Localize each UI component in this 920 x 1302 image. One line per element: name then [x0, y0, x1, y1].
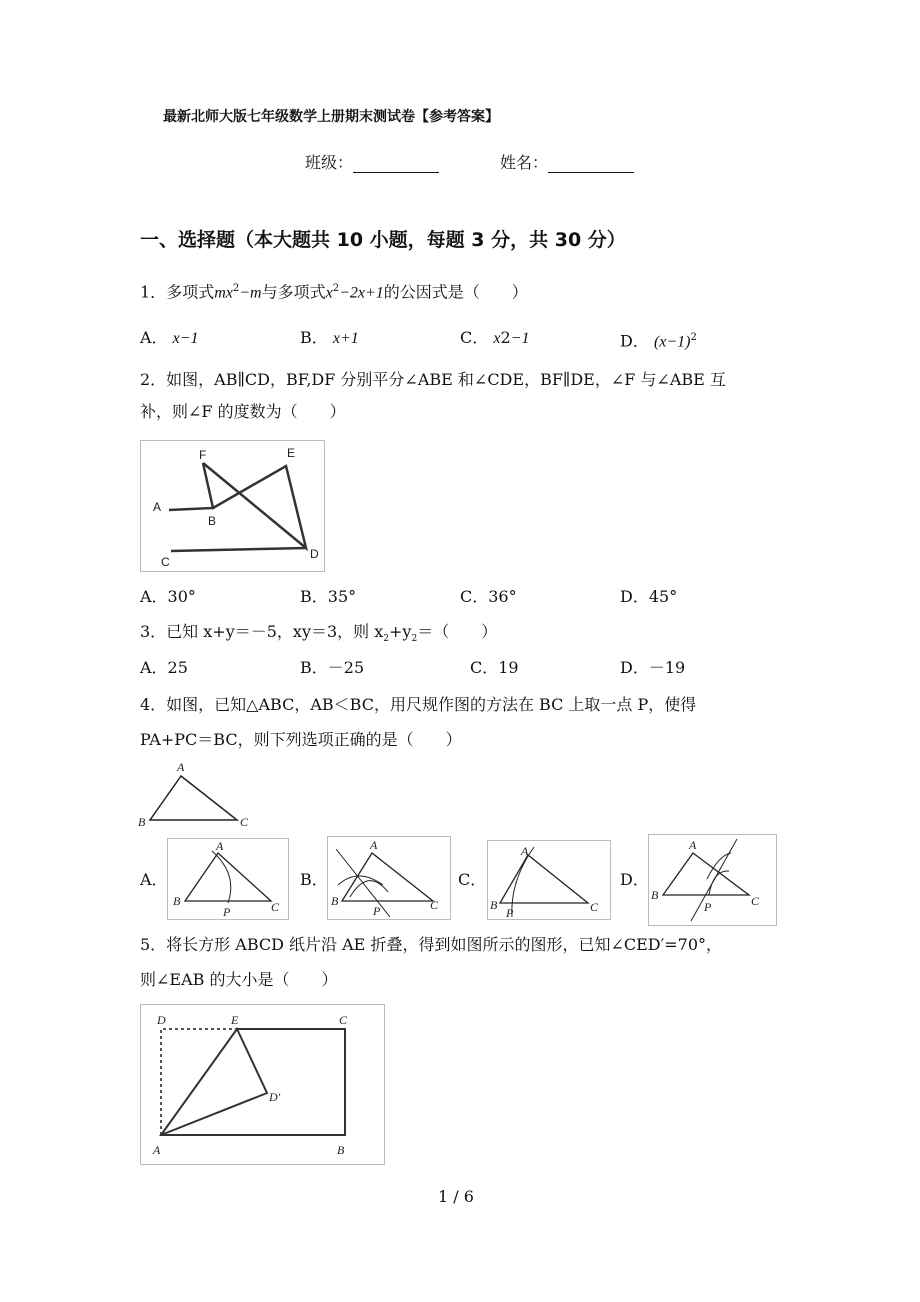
math-expr: −2x+1 [339, 284, 384, 302]
label-e: E [287, 446, 296, 460]
label-c: C [339, 1013, 348, 1027]
q1-option-a[interactable] [140, 328, 199, 349]
question-3 [140, 622, 497, 649]
label-b: B [331, 894, 339, 908]
q-text: ＝（ ） [417, 622, 498, 641]
q-text: +y [389, 622, 412, 641]
label-c: C [240, 815, 249, 829]
q2-option-d[interactable]: D．45° [620, 587, 678, 606]
class-label: 班级： [305, 153, 354, 172]
question-2-line-2: 补，则∠F 的度数为（ ） [140, 402, 346, 421]
label-f: F [199, 448, 207, 462]
label-p: P [223, 905, 231, 919]
q-text: 与多项式 [261, 282, 326, 302]
subscript: 2 [411, 634, 418, 645]
class-field [305, 153, 439, 173]
label-e: E [231, 1013, 239, 1027]
option-letter: C． [460, 328, 489, 347]
subscript: 2 [383, 634, 390, 645]
label-a: A [370, 838, 378, 852]
exponent: 2 [332, 283, 340, 294]
label-a: A [521, 844, 529, 858]
q2-figure [140, 440, 325, 572]
label-a: A [153, 1143, 161, 1157]
q-text: 多项式 [166, 282, 215, 302]
label-p: P [373, 904, 381, 918]
q4-option-d-figure[interactable] [648, 834, 777, 926]
name-label: 姓名： [500, 153, 549, 172]
q1-option-b[interactable] [300, 328, 359, 349]
question-1 [140, 279, 528, 303]
q4-option-b-figure[interactable] [327, 836, 451, 920]
option-letter: A． [140, 328, 168, 347]
label-a: A [177, 760, 185, 774]
label-b: B [208, 514, 217, 528]
option-text: x+1 [332, 330, 359, 347]
q3-option-a[interactable]: A．25 [140, 658, 188, 677]
q5-figure [140, 1004, 385, 1165]
label-a: A [153, 500, 162, 514]
option-text: −1 [510, 330, 530, 347]
label-b: B [138, 815, 146, 829]
document-title: 最新北师大版七年级数学上册期末测试卷【参考答案】 [163, 109, 499, 125]
math-expr: mx [214, 284, 233, 302]
q3-option-b[interactable]: B．－25 [300, 658, 365, 677]
q3-option-c[interactable]: C．19 [470, 658, 519, 677]
question-4-line-1: 4．如图，已知△ABC，AB＜BC，用尺规作图的方法在 BC 上取一点 P，使得 [140, 695, 697, 714]
exponent: 2 [690, 332, 697, 343]
q-text: 3．已知 x+y＝－5，xy＝3，则 x [140, 622, 384, 641]
exponent: 2 [232, 283, 240, 294]
q1-option-c[interactable] [460, 328, 529, 349]
option-letter: D． [620, 331, 649, 351]
label-d: D [310, 547, 319, 561]
label-p: P [506, 906, 514, 920]
label-d: D [157, 1013, 166, 1027]
class-blank [353, 156, 439, 173]
math-expr: −m [239, 284, 262, 302]
label-b: B [651, 888, 659, 902]
q3-option-d[interactable]: D．－19 [620, 658, 686, 677]
q4-option-c[interactable]: C． [458, 870, 487, 889]
question-5-line-1: 5．将长方形 ABCD 纸片沿 AE 折叠，得到如图所示的图形，已知∠CED′=70°， [140, 935, 722, 954]
q4-option-b[interactable]: B． [300, 870, 328, 889]
label-p: P [704, 900, 712, 914]
q2-option-c[interactable]: C．36° [460, 587, 517, 606]
option-text: x−1 [172, 330, 199, 347]
math-expr: x [325, 284, 333, 302]
q4-triangle-figure [135, 758, 260, 830]
q4-option-a-figure[interactable] [167, 838, 289, 920]
label-c: C [430, 898, 439, 912]
label-c: C [161, 555, 170, 569]
q-number: 1． [140, 282, 167, 302]
q4-option-c-figure[interactable] [487, 840, 611, 920]
label-c: C [590, 900, 599, 914]
q4-option-d[interactable]: D． [620, 870, 649, 889]
option-text: x [493, 330, 501, 347]
page-number: 1 / 6 [438, 1187, 474, 1206]
section-heading: 一、选择题（本大题共 10 小题，每题 3 分，共 30 分） [140, 229, 626, 251]
label-b: B [490, 898, 498, 912]
name-field [500, 153, 634, 173]
label-b: B [337, 1143, 345, 1157]
question-2-line-1: 2．如图，AB∥CD，BF,DF 分别平分∠ABE 和∠CDE，BF∥DE，∠F 与∠ABE 互 [140, 370, 726, 389]
question-5-line-2: 则∠EAB 的大小是（ ） [140, 970, 338, 989]
q1-option-d[interactable] [620, 328, 697, 352]
q2-option-a[interactable]: A．30° [140, 587, 196, 606]
name-blank [548, 156, 634, 173]
label-d-prime: D′ [269, 1090, 281, 1104]
label-c: C [751, 894, 760, 908]
option-letter: B． [300, 328, 328, 347]
q-text: 的公因式是（ ） [383, 282, 528, 302]
label-b: B [173, 894, 181, 908]
label-a: A [689, 838, 697, 852]
label-a: A [216, 839, 224, 853]
q2-option-b[interactable]: B．35° [300, 587, 357, 606]
question-4-line-2: PA+PC＝BC，则下列选项正确的是（ ） [140, 730, 462, 749]
q4-option-a[interactable]: A． [140, 870, 168, 889]
label-c: C [271, 900, 280, 914]
exponent: 2 [500, 328, 511, 347]
option-text: (x−1) [653, 333, 691, 351]
